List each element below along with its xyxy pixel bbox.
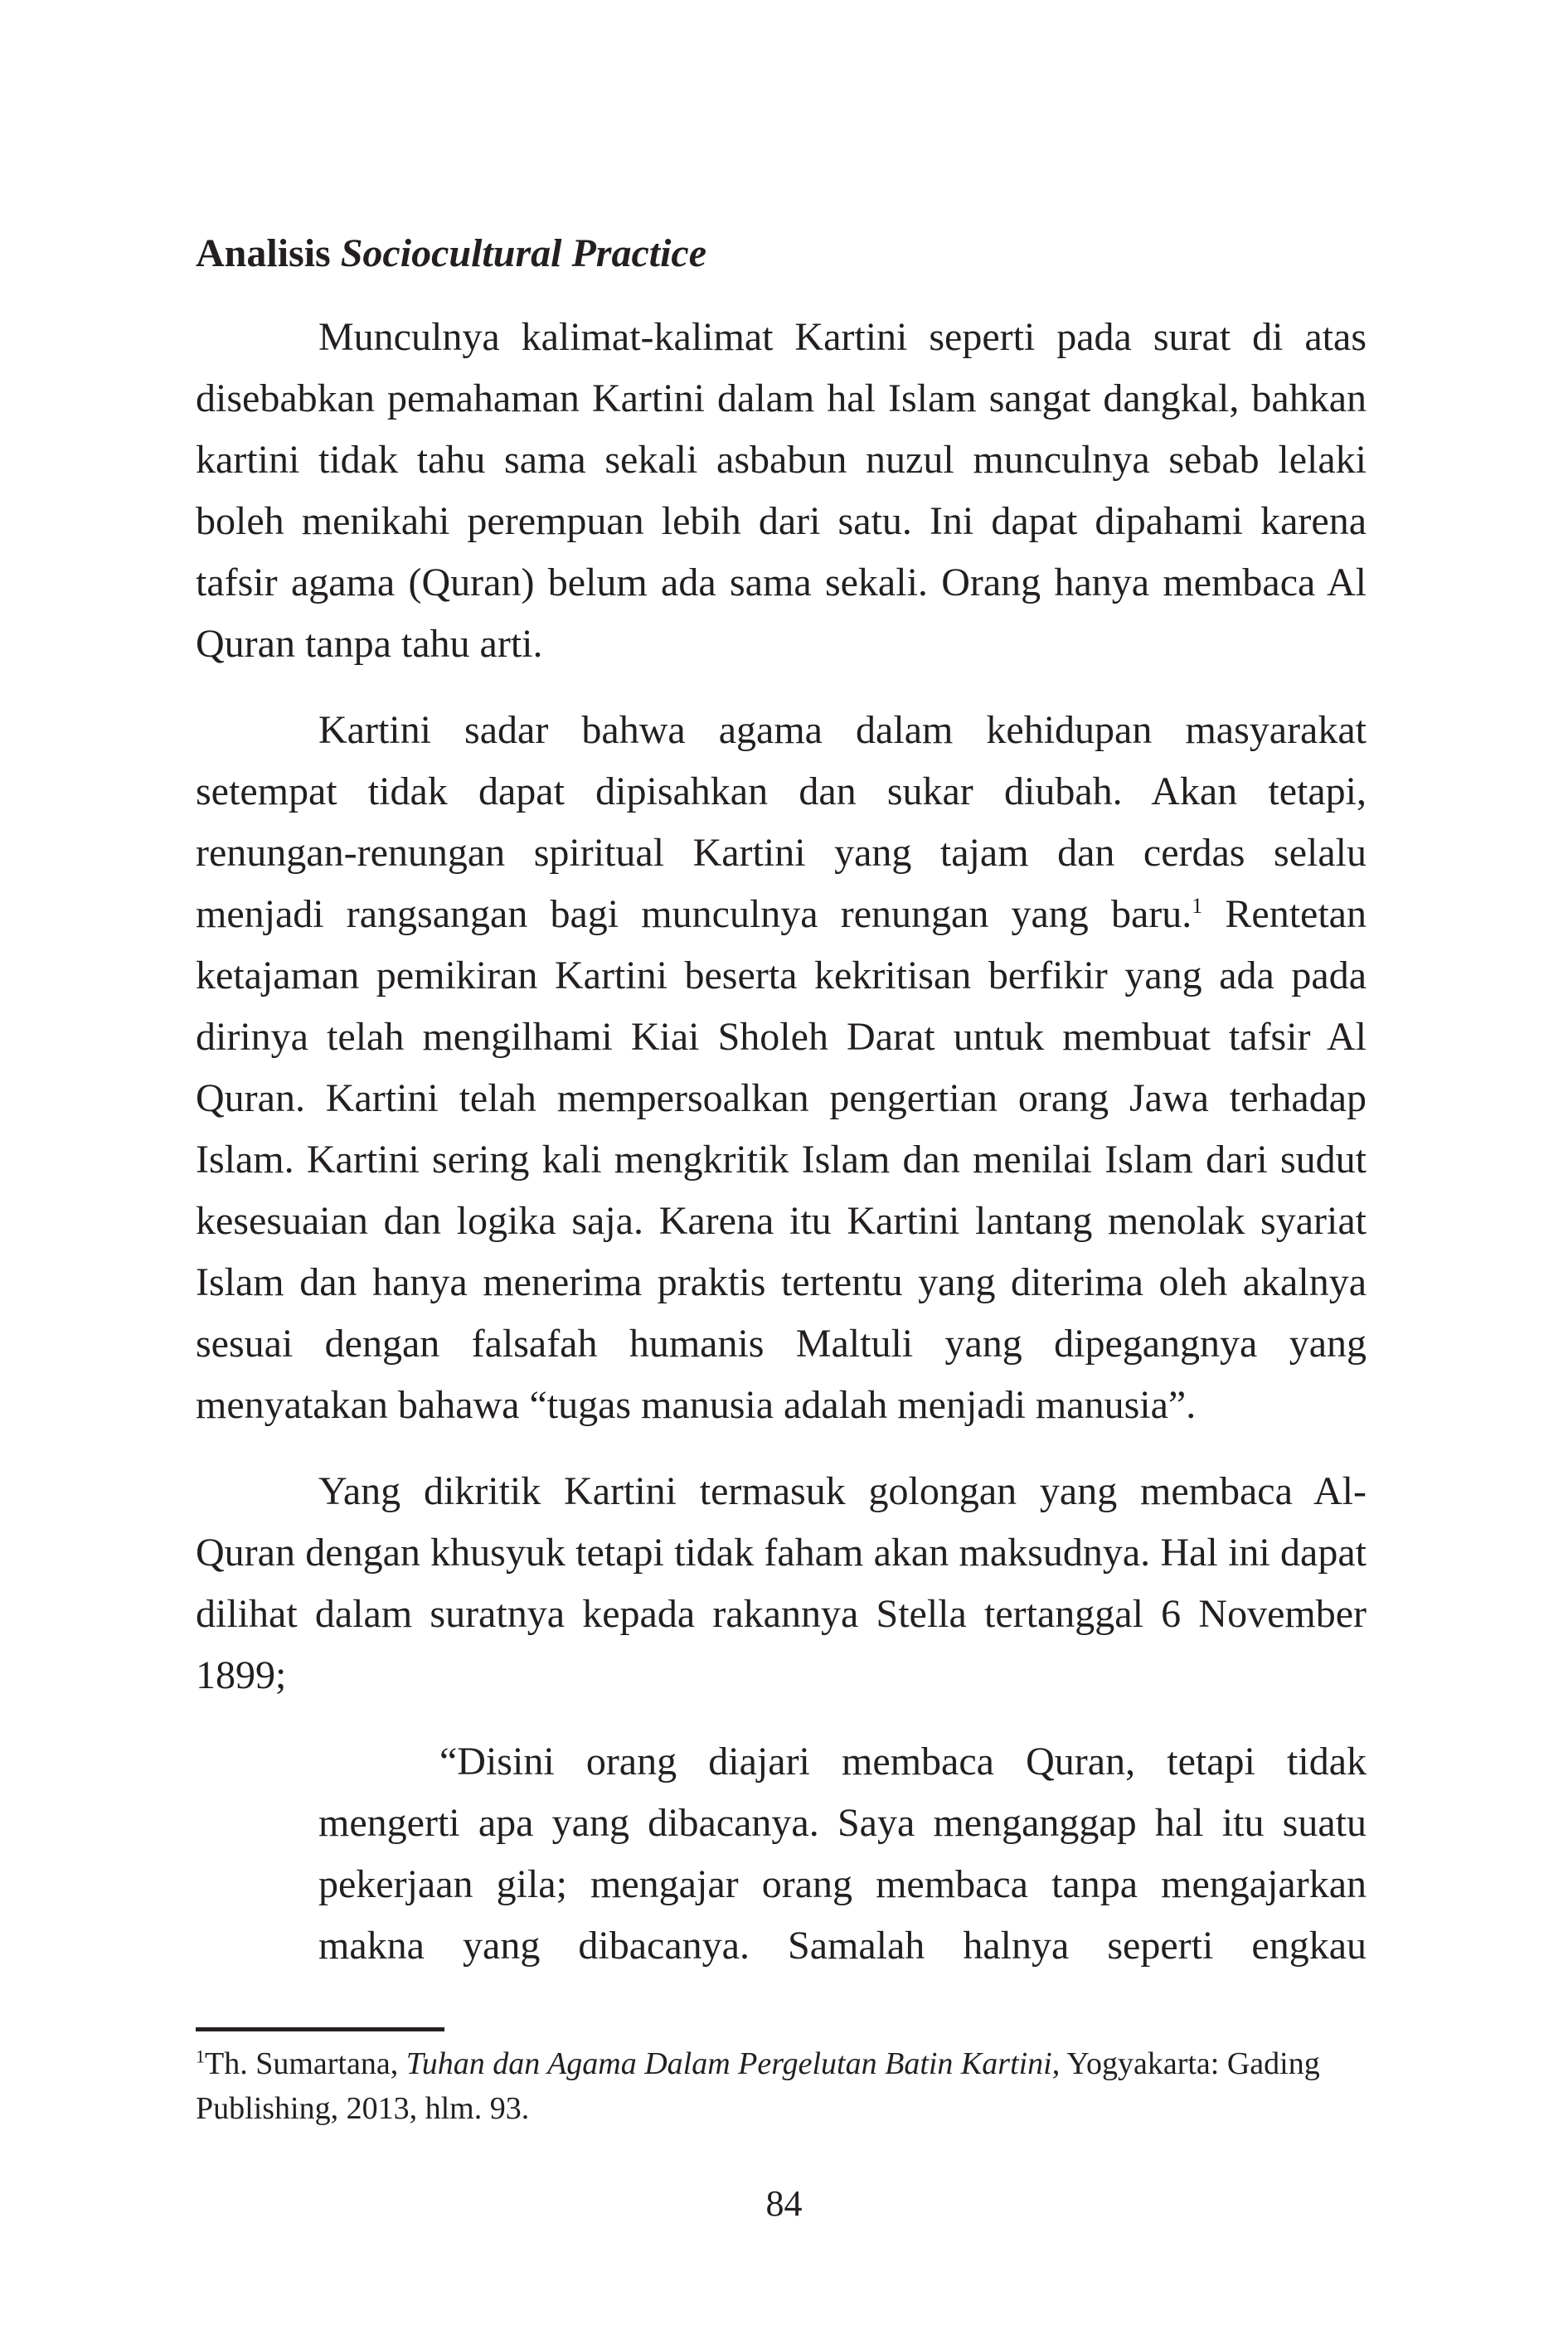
paragraph-1: Munculnya kalimat-kalimat Kartini seperti pada surat di atas disebabkan pemahaman Kartini dalam hal Islam sangat dangkal, bahkan kartini tidak tahu sama sekali asbabun nuzul munculnya sebab lelaki boleh menikahi perempuan lebih dari satu. Ini dapat dipahami karena tafsir agama (Quran) belum ada sama sekali. Orang hanya membaca Al Quran tanpa tahu arti.	[196, 315, 1367, 666]
paragraph-2	[196, 700, 1367, 1436]
page-body	[196, 224, 1367, 1977]
footnote-divider	[196, 2027, 444, 2031]
footnote	[196, 2041, 1367, 2131]
paragraph-2-text-after: Rentetan ketajaman pemikiran Kartini beserta kekritisan berfikir yang ada pada dirinya telah mengilhami Kiai Sholeh Darat untuk membuat tafsir Al Quran. Kartini telah mempersoalkan pengertian orang Jawa terhadap Islam. Kartini sering kali mengkritik Islam dan menilai Islam dari sudut kesesuaian dan logika saja. Karena itu Kartini lantang menolak syariat Islam dan hanya menerima praktis tertentu yang diterima oleh akalnya sesuai dengan falsafah humanis Maltuli yang dipegangnya yang menyatakan bahawa “tugas manusia adalah menjadi manusia”.	[196, 892, 1367, 1427]
section-heading	[196, 224, 1367, 284]
footnote-title: Tuhan dan Agama Dalam Pergelutan Batin Kartini	[405, 2046, 1052, 2081]
footnote-reference: 1	[1192, 894, 1203, 918]
block-quote: “Disini orang diajari membaca Quran, tetapi tidak mengerti apa yang dibacanya. Saya menganggap hal itu suatu pekerjaan gila; mengajar orang membaca tanpa mengajarkan makna yang dibacanya. Samalah halnya seperti engkau	[318, 1740, 1367, 1968]
footnote-author: Th. Sumartana,	[205, 2046, 406, 2081]
heading-italic-term: Sociocultural Practice	[340, 231, 707, 275]
page-number: 84	[765, 2183, 803, 2224]
heading-prefix: Analisis	[196, 231, 341, 275]
paragraph-3: Yang dikritik Kartini termasuk golongan yang membaca Al-Quran dengan khusyuk tetapi tidak faham akan maksudnya. Hal ini dapat dilihat dalam suratnya kepada rakannya Stella tertanggal 6 November 1899;	[196, 1469, 1367, 1697]
footnote-number: 1	[196, 2046, 205, 2067]
footnote-publication: , Yogyakarta: Gading Publishing, 2013, hlm. 93.	[196, 2046, 1320, 2126]
paragraph-2-text-before: Kartini sadar bahwa agama dalam kehidupan masyarakat setempat tidak dapat dipisahkan dan sukar diubah. Akan tetapi, renungan-renungan spiritual Kartini yang tajam dan cerdas selalu menjadi rangsangan bagi munculnya renungan yang baru.	[196, 708, 1367, 936]
